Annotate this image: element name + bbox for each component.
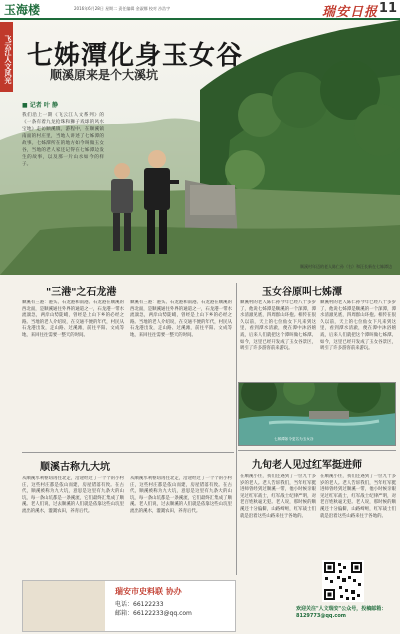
- byline-marker-icon: ■: [22, 102, 28, 109]
- sponsor-ad-email: 邮箱：66122233@qq.com: [115, 610, 192, 617]
- section-body-qizitan-col2: 顺溪村的老人陈仁孙今年已经八十多岁了，他说七姊潭是顺溪的一个深潭，潭水清澈见底，四周群山环抱。相传在很久以前，天上的七位仙女下凡来到这里，看到潭水清澈，便在潭中沐浴嬉戏，后来人们就把这个潭叫做七姊潭。如今，这里已经开发成了玉女谷景区，吸引了许多游客前来游玩。: [320, 300, 396, 352]
- sponsor-ad-title: 瑞安市史料联 协办: [115, 587, 182, 596]
- newspaper-logo: 瑞安日报: [321, 5, 378, 20]
- sponsor-ad: [22, 580, 236, 632]
- section-title-shilonggang: "三港"之石龙港: [46, 287, 117, 298]
- qr-code-caption: 欢迎关注"人文瑞安"公众号，投稿邮箱：8129773@qq.com: [296, 606, 387, 619]
- section-title-red-army: 九旬老人见过红军挺进师: [252, 460, 362, 471]
- section-divider: [238, 450, 396, 451]
- section-body-shilonggang-col2: 顺溪有三港：港头、石龙港和南港。石龙港在顺溪的西北面，是顺溪通往外界的通道之一，石龙港一带水流湍急，两岸山势陡峭，曾经是上山下乡的必经之路。当地的老人介绍说，在交通不便的年代，村民从石龙港出发，走山路、过溪滩，前往平阳、文成等地，来回往往需要一整天的时间。: [130, 300, 232, 338]
- section-divider: [22, 452, 234, 453]
- section-body-jiudakeng-col2: 从顺溪水利枢纽再往北走，沿途经过了一个个的小村庄，这些村庄都是依山而建，房屋错落有致。在古代，顺溪被称为九大坑，意思是这里有九条大的山坑，每一条山坑都是一条溪流，它们最终汇集成了顺溪。老人们说，过去顺溪的人们就是依靠这些山坑里流出的溪水，灌溉农田，养育后代。: [130, 476, 232, 514]
- section-body-red-army-col1: 在顺溪小住，我们还遇到了一位九十多岁的老人。老人告诉我们，当年红军挺进师曾经到过顺溪一带，他小时候亲眼见过红军战士，红军战士纪律严明，对老百姓秋毫无犯。老人说，那时候的顺溪还十分偏僻，山路崎岖，红军战士们就是沿着这些山路来往于各地的。: [240, 474, 316, 519]
- intro-paragraph: 我们沿上一期《飞云江人文系列》的《一条有着九龙抢珠和狮子戏球的风水宝地》走访顺溪镇，游程中，在顺溪镇南面的村庄里，当地人讲述了七姊潭的故事。七姊潭所在的地方如今叫做玉女谷，当地的老人家还记得在七姊潭边发生的故事，以及那一片山水如今的样子。: [22, 113, 104, 167]
- hero-photo-caption: 顺溪村年迈的老人陈仁孙（右）和汪长新在七姊潭边: [300, 264, 392, 269]
- jade-valley-photo-image: [239, 383, 396, 446]
- qr-code[interactable]: [322, 560, 364, 602]
- byline-text: 记者 叶 静: [29, 102, 58, 109]
- column-divider: [236, 283, 237, 575]
- page-number: 11: [378, 1, 397, 16]
- sponsor-ad-phone: 电话：66122233: [115, 601, 164, 608]
- section-title-qizitan: 玉女谷原叫七姊潭: [262, 287, 342, 298]
- headline: 七姊潭化身玉女谷: [27, 41, 244, 71]
- sponsor-ad-image: [23, 581, 105, 631]
- section-body-shilonggang-col1: 顺溪有三港：港头、石龙港和南港。石龙港在顺溪的西北面，是顺溪通往外界的通道之一，石龙港一带水流湍急，两岸山势陡峭，曾经是上山下乡的必经之路。当地的老人介绍说，在交通不便的年代，村民从石龙港出发，走山路、过溪滩，前往平阳、文成等地，来回往往需要一整天的时间。: [22, 300, 124, 338]
- masthead: [0, 0, 400, 20]
- jade-valley-photo-caption: 七姊潭如今更名为玉女谷: [274, 437, 314, 441]
- section-body-red-army-col2: 在顺溪小住，我们还遇到了一位九十多岁的老人。老人告诉我们，当年红军挺进师曾经到过顺溪一带，他小时候亲眼见过红军战士，红军战士纪律严明，对老百姓秋毫无犯。老人说，那时候的顺溪还十分偏僻，山路崎岖，红军战士们就是沿着这些山路来往于各地的。: [320, 474, 396, 519]
- byline: [22, 100, 58, 109]
- series-side-label: 飞云江人文风光: [0, 22, 13, 92]
- section-body-jiudakeng-col1: 从顺溪水利枢纽再往北走，沿途经过了一个个的小村庄，这些村庄都是依山而建，房屋错落有致。在古代，顺溪被称为九大坑，意思是这里有九条大的山坑，每一条山坑都是一条溪流，它们最终汇集成了顺溪。老人们说，过去顺溪的人们就是依靠这些山坑里流出的溪水，灌溉农田，养育后代。: [22, 476, 124, 514]
- jade-valley-photo: [238, 382, 396, 446]
- section-body-qizitan-col1: 顺溪村的老人陈仁孙今年已经八十多岁了，他说七姊潭是顺溪的一个深潭，潭水清澈见底，四周群山环抱。相传在很久以前，天上的七位仙女下凡来到这里，看到潭水清澈，便在潭中沐浴嬉戏，后来人们就把这个潭叫做七姊潭。如今，这里已经开发成了玉女谷景区，吸引了许多游客前来游玩。: [240, 300, 316, 352]
- dateline: 2016年6月28日 星期二 责任编辑 金淑娜 校对 沙浩宇: [74, 6, 171, 11]
- section-title-jiudakeng: 顺溪古称九大坑: [40, 462, 110, 473]
- subheadline: 顺溪原来是个大溪坑: [50, 68, 159, 82]
- qr-code-icon: [322, 560, 364, 602]
- section-name: 玉海楼: [4, 3, 41, 17]
